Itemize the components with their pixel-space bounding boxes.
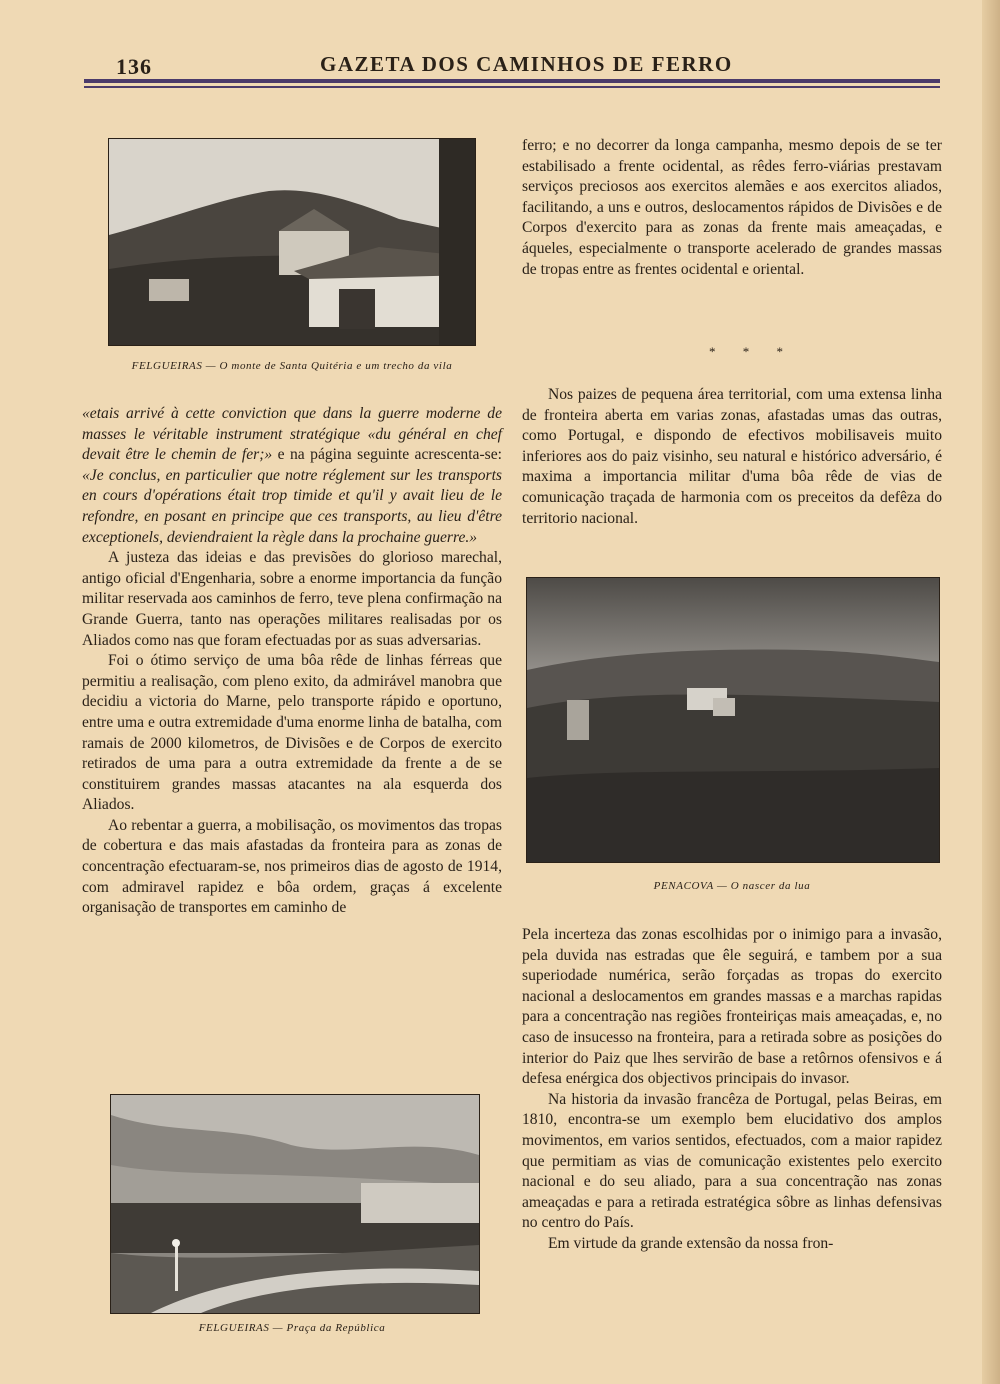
photo-penacova <box>526 577 940 863</box>
left-quote-french-2: «Je conclus, en particulier que notre réglement sur les transports en cours d'opérations était trop timide et qu'il y avait lieu de le refondre, en posant en principe que ces transports, au lieu d'être exceptionels, deviendraient la règle dans la prochaine guerre.» <box>82 466 502 546</box>
page-header <box>84 50 940 80</box>
right-paragraph-5: Em virtude da grande extensão da nossa fron- <box>548 1234 834 1252</box>
left-quote-paragraph <box>82 404 502 548</box>
page-edge <box>982 0 1000 1384</box>
right-paragraph-3: Pela incerteza das zonas escolhidas por o inimigo para a invasão, pela duvida nas estradas que êle seguirá, e tambem por a sua superiodade numérica, serão forçadas as tropas do exercito nacional a deslocamentos em grandes massas e a marchas rapidas para a concentração nas regiões fronteiriças mais ameaçadas, e, no caso de insucesso na fronteira, para a retirada sobre as posições do interior do Paiz que lhes servirão de base a retôrnos ofensivos e á defesa enérgica dos objectivos principais do invasor. <box>522 926 942 1088</box>
right-column-bottom <box>522 925 942 1255</box>
photo-felgueiras-monte <box>108 138 476 346</box>
header-rule-thick <box>84 79 940 83</box>
section-separator: * * * <box>709 344 795 359</box>
right-column-middle <box>522 385 942 529</box>
right-paragraph-2: Nos paizes de pequena área territorial, com uma extensa linha de fronteira aberta em varias zonas, afastadas umas das outras, como Portugal, e dispondo de efectivos mobilisaveis muito inferiores aos do paiz visinho, seu natural e histórico adversário, é maxima a importancia militar d'uma bôa rêde de vias de comunicação traçada de harmonia com os preceitos da defêza do territorio nacional. <box>522 386 942 527</box>
photo-felgueiras-praca <box>110 1094 480 1314</box>
left-paragraph-2: Foi o ótimo serviço de uma bôa rêde de linhas férreas que permitiu a realisação, com pleno exito, da admirável manobra que decidiu a victoria do Marne, pelo transporte rápido e oportuno, entre uma e outra extremidade d'uma enorme linha de batalha, com ramais de 2000 kilometros, de Divisões e de Corpos de exercito retirados de uma para a outra extremidade da frente a de se constituirem grandes massas atacantes na ala esquerda dos Aliados. <box>82 652 502 814</box>
left-column-text <box>82 404 502 919</box>
page-number: 136 <box>116 54 152 79</box>
right-paragraph-4: Na historia da invasão francêza de Portugal, pelas Beiras, em 1810, encontra-se um exemplo bem elucidativo dos amplos movimentos, em varios sentidos, efectuados, com a maior rapidez que permitiam as vias de comunicação existentes pelo exercito nacional e do seu aliado, para a sua concentração nas zonas ameaçadas e para a retirada estratégica sôbre as linhas defensivas no centro do País. <box>522 1090 942 1232</box>
left-quote-tail: e na página seguinte acrescenta-se: <box>272 446 502 464</box>
left-paragraph-3: Ao rebentar a guerra, a mobilisação, os movimentos das tropas de cobertura e das mais afastadas da fronteira para as zonas de concentração efectuaram-se, nos primeiros dias de agosto de 1914, com admiravel rapidez e bôa ordem, graças á excelente organisação de transportes em caminho de <box>82 816 502 917</box>
right-column-top <box>522 136 942 280</box>
left-paragraph-1: A justeza das ideias e das previsões do glorioso marechal, antigo oficial d'Engenharia, sobre a enorme importancia da função militar reservada aos caminhos de ferro, teve plena confirmação na Grande Guerra, tanto nas operações militares realisadas por os Aliados como nas que foram efectuadas por as suas adversarias. <box>82 549 502 649</box>
header-rule-thin <box>84 86 940 88</box>
caption-penacova: PENACOVA — O nascer da lua <box>653 880 811 892</box>
journal-title: GAZETA DOS CAMINHOS DE FERRO <box>320 52 733 76</box>
caption-felgueiras-monte: FELGUEIRAS — O monte de Santa Quitéria e um trecho da vila <box>131 360 453 372</box>
right-paragraph-1: ferro; e no decorrer da longa campanha, mesmo depois de se ter estabilisado a frente ocidental, as rêdes ferro-viárias prestavam serviços preciosos aos exercitos alemães e aos exercitos aliados, facilitando, a uns e outros, deslocamentos rápidos de Divisões e de Corpos d'exercito para as zonas da frente mais ameaçadas, e áqueles, especialmente o transporte acelerado de grandes massas de tropas entre as frentes ocidental e oriental. <box>522 137 942 278</box>
left-quote-french: «etais arrivé à cette conviction que dans la guerre moderne de masses le véritable instrument stratégique «du général en chef devait être le chemin de fer;» <box>82 405 502 464</box>
caption-felgueiras-praca: FELGUEIRAS — Praça da República <box>198 1322 386 1334</box>
